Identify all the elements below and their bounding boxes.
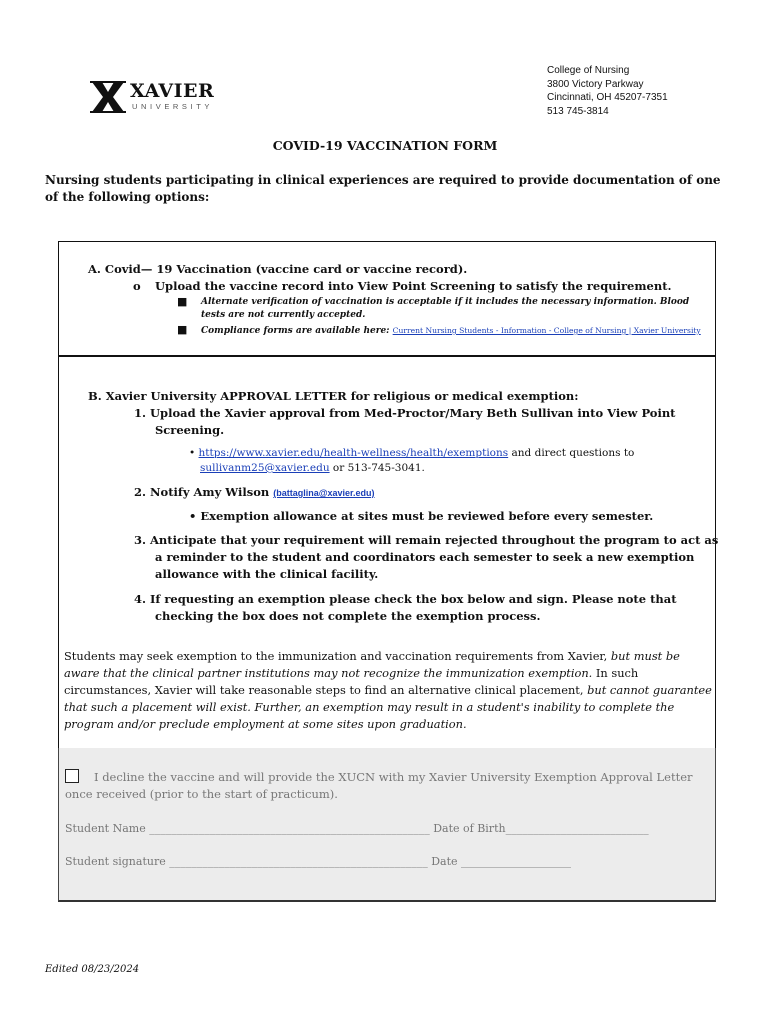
section-b-item2-bullet: • Exemption allowance at sites must be reviewed before every semester. (189, 509, 654, 523)
xavier-logo (90, 80, 230, 114)
section-b-item1-contact (200, 460, 425, 477)
section-b-item1-line1: 1. Upload the Xavier approval from Med-Proctor/Mary Beth Sullivan into View Point (134, 406, 676, 420)
sullivan-email-link[interactable]: sullivanm25@xavier.edu (200, 462, 330, 474)
section-a-bullet: Upload the vaccine record into View Point Screening to satisfy the requirement. (155, 279, 672, 293)
item2-label: 2. Notify Amy Wilson (134, 485, 274, 499)
section-b-item4-line1: 4. If requesting an exemption please check the box below and sign. Please note that (134, 592, 677, 606)
bullet-dot-icon: • (189, 447, 199, 459)
address-block (547, 64, 668, 118)
form-title: COVID-19 VACCINATION FORM (272, 138, 498, 153)
section-a-sub1-line2: tests are not currently accepted. (201, 310, 366, 320)
logo-subtitle: UNIVERSITY (132, 102, 214, 111)
section-b-item3-line2: a reminder to the student and coordinators each semester to seek a new exemption (155, 550, 695, 564)
battaglina-email-link[interactable]: (battaglina@xavier.edu) (273, 488, 375, 498)
section-a-sub2 (201, 324, 701, 338)
address-line-street: 3800 Victory Parkway (547, 78, 644, 90)
x-mark-icon (90, 81, 126, 113)
section-b-item3-line3: allowance with the clinical facility. (155, 567, 379, 581)
section-a-sub1-line1: Alternate verification of vaccination is acceptable if it includes the necessary information. Blood (201, 297, 690, 307)
section-b-heading: B. Xavier University APPROVAL LETTER for religious or medical exemption: (88, 389, 579, 403)
exemption-paragraph (64, 648, 714, 733)
section-b-item1-line2: Screening. (155, 423, 225, 437)
intro-text: Nursing students participating in clinical experiences are required to provide documentation of one of the following options: (45, 173, 721, 204)
logo-name: XAVIER (130, 80, 215, 102)
section-b-item4-line2: checking the box does not complete the exemption process. (155, 609, 541, 623)
address-line-city: Cincinnati, OH 45207-7351 (547, 92, 668, 103)
paragraph-part2: but must be aware that the clinical partner institutions may not recognize the immunization exemption. (64, 649, 680, 680)
paragraph-part4: but cannot guarantee that such a placement will exist. Further, an exemption may result in a student's inability to complete the program and/or preclude employment at some sites upon graduation. (64, 683, 712, 731)
paragraph-part3: In such circumstances, Xavier will take reasonable steps to find an alternative clinical placement, (64, 666, 639, 697)
square-bullet-icon: ■ (177, 323, 188, 336)
exemptions-link[interactable]: https://www.xavier.edu/health-wellness/health/exemptions (198, 447, 509, 459)
paragraph-part1: Students may seek exemption to the immunization and vaccination requirements from Xavier, (64, 649, 611, 663)
section-a-heading: A. Covid— 19 Vaccination (vaccine card or vaccine record). (88, 262, 468, 276)
address-line-college: College of Nursing (547, 65, 630, 76)
section-a-bullet-marker: o (133, 279, 141, 293)
student-name-field[interactable]: Student Name ___________________________________________________ Date of Birth__________________________ (65, 822, 649, 835)
declaration-line1: I decline the vaccine and will provide the XUCN with my Xavier University Exemption Approval Letter (94, 770, 693, 784)
edited-date: Edited 08/23/2024 (45, 964, 140, 975)
compliance-forms-label: Compliance forms are available here: (201, 326, 390, 336)
sullivan-phone: or 513-745-3041. (329, 462, 425, 474)
address-line-phone: 513 745-3814 (547, 105, 609, 117)
item1-after-text: and direct questions to (508, 447, 635, 459)
current-students-link[interactable]: Current Nursing Students - Information - College of Nursing | Xavier University (392, 326, 701, 335)
section-b-item3-line1: 3. Anticipate that your requirement will remain rejected throughout the program to act as (134, 533, 719, 547)
declaration-line2: once received (prior to the start of practicum). (65, 787, 338, 801)
decline-vaccine-checkbox[interactable] (65, 769, 79, 783)
student-signature-field[interactable]: Student signature _______________________________________________ Date ____________________ (65, 855, 572, 868)
square-bullet-icon: ■ (177, 295, 188, 308)
section-b-item2 (134, 484, 375, 502)
